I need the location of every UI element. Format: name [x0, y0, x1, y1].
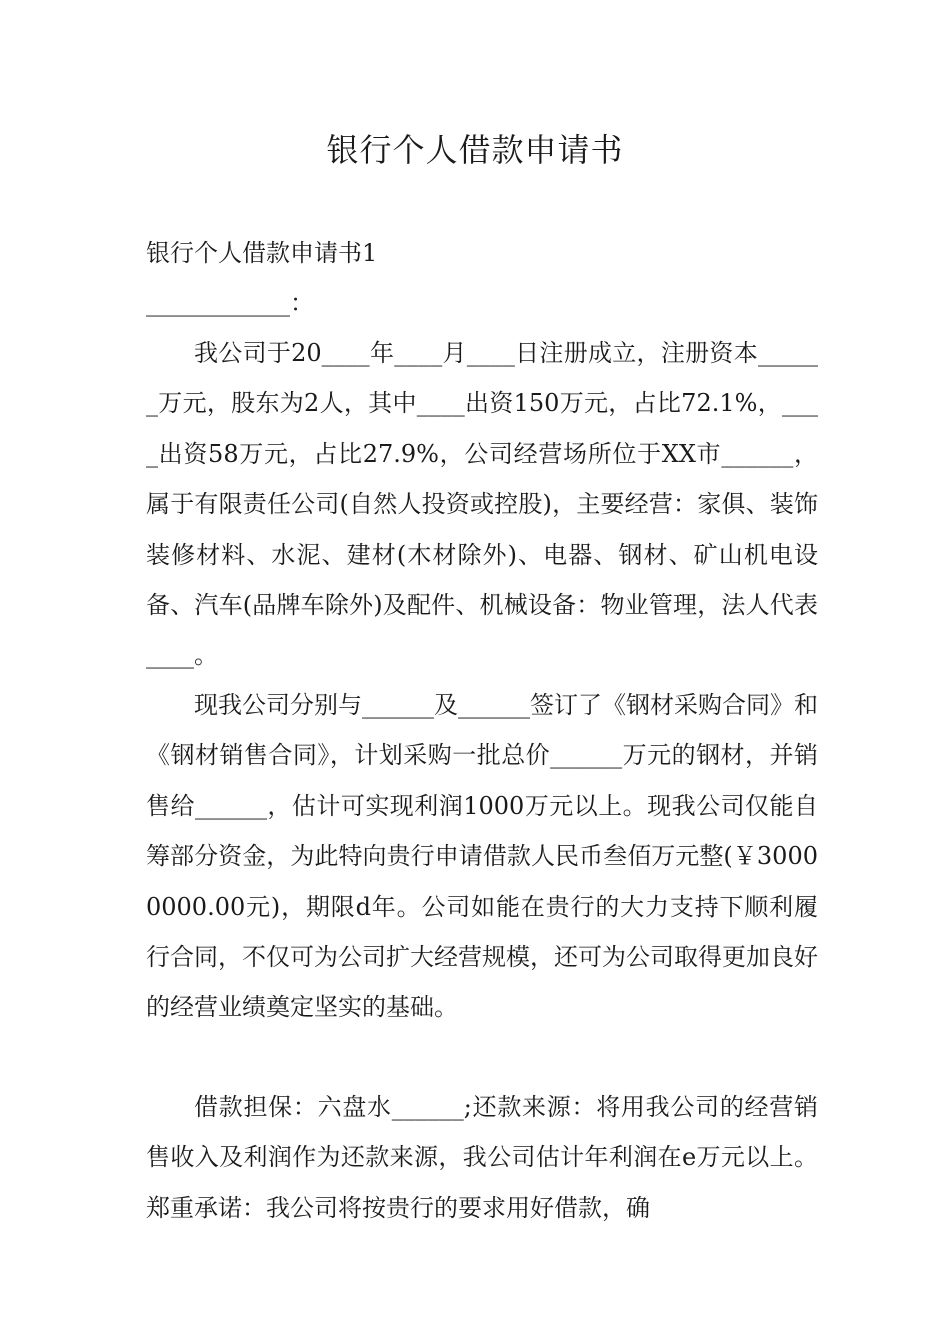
paragraph-guarantee: 借款担保：六盘水______;还款来源：将用我公司的经营销售收入及利润作为还款来源，我公司估计年利润在e万元以上。 郑重承诺：我公司将按贵行的要求用好借款，确 [146, 1093, 818, 1222]
document-subtitle: 银行个人借款申请书1 [146, 239, 378, 267]
paragraph-loan-request: 现我公司分别与______及______签订了《钢材采购合同》和《钢材销售合同》，计划采购一批总价______万元的钢材，并销售给______，估计可实现利润1000万元以上。现我公司仅能自筹部分资金，为此特向贵行申请借款人民币叁佰万元整(￥30000000.00元)，期限d年。公司如能在贵行的大力支持下顺利履行合同，不仅可为公司扩大经营规模，还可为公司取得更加良好的经营业绩奠定坚实的基础。 [146, 691, 818, 1022]
document-title: 银行个人借款申请书 [326, 131, 624, 169]
paragraph-company-info: 我公司于20____年____月____日注册成立，注册资本______万元，股东为2人，其中____出资150万元，占比72.1%，____出资58万元，占比27.9%，公司经营场所位于XX市______，属于有限责任公司(自然人投资或控股)，主要经营：家俱、装饰装修材料、水泥、建材(木材除外)、电器、钢材、矿山机电设备、汽车(品牌车除外)及配件、机械设备：物业管理，法人代表____。 [146, 339, 818, 670]
addressee-line: ____________： [146, 289, 314, 317]
